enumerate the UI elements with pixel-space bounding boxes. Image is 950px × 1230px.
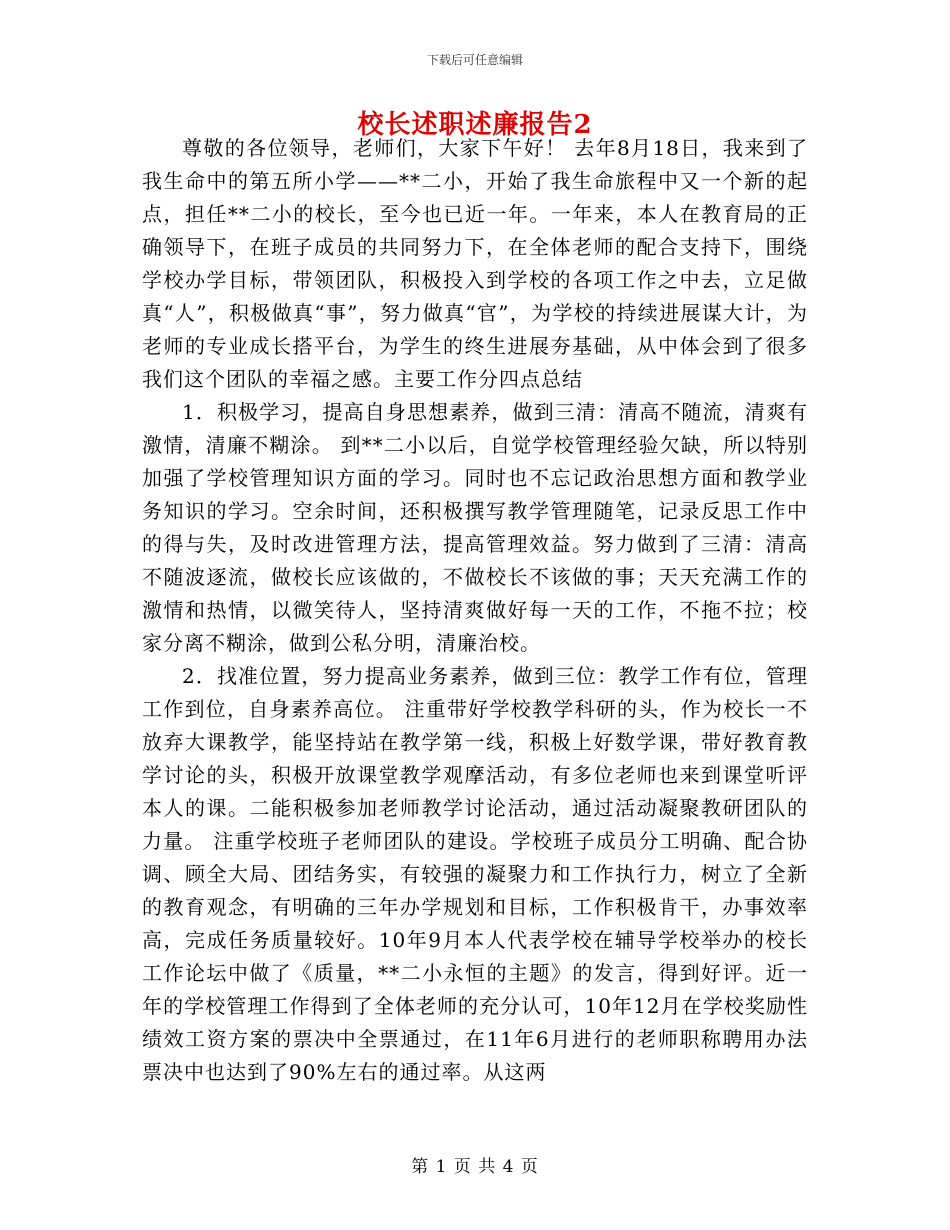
paragraph-intro: 尊敬的各位领导，老师们，大家下午好！ 去年8月18日，我来到了我生命中的第五所小学——**二小，开始了我生命旅程中又一个新的起点，担任**二小的校长，至今也已近一年。一年来，本人在教育局的正确领导下，在班子成员的共同努力下，在全体老师的配合支持下，围绕学校办学目标，带领团队，积极投入到学校的各项工作之中去，立足做真“人”，积极做真“事”，努力做真“官”，为学校的持续进展谋大计，为老师的专业成长搭平台，为学生的终生进展夯基础，从中体会到了很多我们这个团队的幸福之感。主要工作分四点总结 bbox=[142, 136, 808, 391]
paragraph-section-2: 2．找准位置，努力提高业务素养，做到三位：教学工作有位，管理工作到位，自身素养高位。 注重带好学校教学科研的头，作为校长一不放弃大课教学，能坚持站在教学第一线，积极上好数学课，带好教育教学讨论的头，积极开放课堂教学观摩活动，有多位老师也来到课堂听评本人的课。二能积极参加老师教学讨论活动，通过活动凝聚教研团队的力量。 注重学校班子老师团队的建设。学校班子成员分工明确、配合协调、顾全大局、团结务实，有较强的凝聚力和工作执行力，树立了全新的教育观念，有明确的三年办学规划和目标，工作积极肯干，办事效率高，完成任务质量较好。10年9月本人代表学校在辅导学校举办的校长工作论坛中做了《质量，**二小永恒的主题》的发言，得到好评。近一年的学校管理工作得到了全体老师的充分认可，10年12月在学校奖励性绩效工资方案的票决中全票通过，在11年6月进行的老师职称聘用办法票决中也达到了90%左右的通过率。从这两 bbox=[142, 664, 808, 1084]
document-body bbox=[142, 132, 808, 1089]
page-number-footer: 第 1 页 共 4 页 bbox=[411, 1157, 539, 1177]
page-header-note: 下载后可任意编辑 bbox=[426, 53, 523, 67]
paragraph-section-1: 1．积极学习，提高自身思想素养，做到三清：清高不随流，清爽有激情，清廉不糊涂。 到**二小以后，自觉学校管理经验欠缺，所以特别加强了学校管理知识方面的学习。同时也不忘记政治思想方面和教学业务知识的学习。空余时间，还积极撰写教学管理随笔，记录反思工作中的得与失，及时改进管理方法，提高管理效益。努力做到了三清：清高不随波逐流，做校长应该做的，不做校长不该做的事；天天充满工作的激情和热情，以微笑待人，坚持清爽做好每一天的工作，不拖不拉；校家分离不糊涂，做到公私分明，清廉治校。 bbox=[142, 400, 808, 655]
document-title: 校长述职述廉报告2 bbox=[357, 110, 593, 140]
